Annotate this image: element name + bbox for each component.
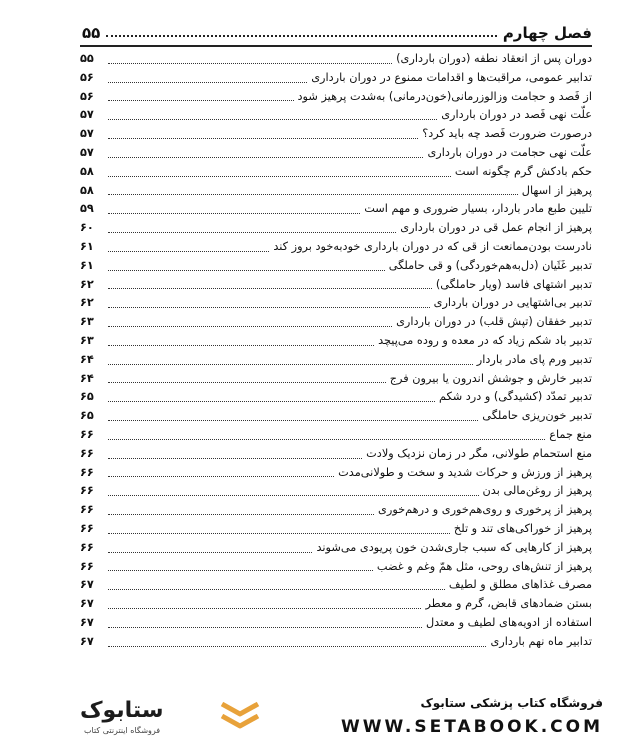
toc-entry-title: تدبیر خارش و جوشش اندرون یا بیرون فرج [389, 371, 592, 385]
toc-entry-title: حکم بادکش گرم چگونه است [454, 164, 592, 178]
toc-entry-title: پرهیز از کارهایی که سبب جاری‌شدن خون پریودی می‌شوند [316, 540, 592, 554]
toc-entry [80, 501, 592, 520]
toc-entry-title: استفاده از ادویه‌های لطیف و معتدل [425, 615, 592, 629]
leader-dots [108, 608, 421, 609]
toc-entry [80, 482, 592, 501]
leader-dots [108, 345, 374, 346]
toc-entry [80, 445, 592, 464]
leader-dots [108, 176, 451, 177]
toc-entry-title: تدبیر تمدّد (کشیدگی) و درد شکم [438, 390, 592, 404]
toc-entry-page: ۶۶ [80, 484, 94, 498]
toc-entry-page: ۶۳ [80, 333, 94, 347]
toc-entry-page: ۶۲ [80, 296, 94, 310]
leader-dots [108, 476, 334, 477]
toc-entry [80, 163, 592, 182]
toc-entry-page: ۶۳ [80, 315, 94, 329]
leader-dots [108, 364, 473, 365]
heading-rule [80, 45, 592, 47]
leader-dots [108, 119, 437, 120]
toc-entry-page: ۶۶ [80, 427, 94, 441]
toc-entry-page: ۶۷ [80, 578, 94, 592]
toc-entry-title: تدبیر خفقان (تپش قلب) در دوران بارداری [396, 315, 592, 329]
toc-entry-page: ۵۵ [80, 52, 94, 65]
toc-entry-title: پرهیز از تنش‌های روحی، مثل همّ وغم و غضب [376, 559, 592, 573]
leader-dots [108, 514, 374, 515]
toc-entry [80, 388, 592, 407]
toc-entry-title: منع جماع [549, 427, 592, 441]
toc-entry [80, 633, 592, 652]
toc-entry [80, 238, 592, 257]
toc-entry-title: از فَصد و حجامت وزالوزرمانی(خون‌درمانی) به‌شدت پرهیز شود [297, 89, 592, 103]
toc-entry [80, 576, 592, 595]
leader-dots [108, 570, 373, 571]
leader-dots [108, 646, 486, 647]
website-url[interactable]: WWW.SETABOOK.COM [341, 717, 603, 737]
toc-entry-title: دوران پس از انعقاد نطفه (دوران بارداری) [396, 52, 592, 65]
toc-entry [80, 332, 592, 351]
toc-entry-title: تدبیر ورم پای مادر باردار [476, 352, 592, 366]
toc-entry [80, 50, 592, 69]
chapter-heading [82, 16, 592, 42]
toc-entry-page: ۶۶ [80, 559, 94, 573]
chapter-page-number: ۵۵ [82, 24, 101, 42]
toc-entry-title: منع استحمام طولانی، مگر در زمان نزدیک ولادت [366, 446, 592, 460]
toc-entry-page: ۶۱ [80, 258, 94, 272]
store-logo [80, 698, 200, 740]
toc-entry [80, 426, 592, 445]
toc-entry-title: تدبیر خون‌ریزی حاملگی [482, 409, 592, 423]
toc-entry-title: تدابیر عمومی، مراقبت‌ها و اقدامات ممنوع در دوران بارداری [311, 70, 592, 84]
toc-entry [80, 614, 592, 633]
toc-entry [80, 257, 592, 276]
toc-entry [80, 294, 592, 313]
toc-entry-page: ۶۶ [80, 521, 94, 535]
logo-wordmark: ستابوک [80, 698, 164, 723]
chapter-title: فصل چهارم [502, 24, 592, 42]
toc-entry-page: ۵۶ [80, 89, 94, 103]
toc-entry-page: ۶۶ [80, 540, 94, 554]
table-of-contents [80, 50, 592, 652]
toc-entry [80, 558, 592, 577]
toc-entry-title: پرهیز از خوراکی‌های تند و تلخ [453, 521, 592, 535]
toc-entry-page: ۶۴ [80, 352, 94, 366]
footer-banner [0, 690, 643, 745]
toc-entry [80, 539, 592, 558]
leader-dots [106, 35, 497, 37]
leader-dots [108, 552, 312, 553]
toc-entry-page: ۵۸ [80, 183, 94, 197]
toc-entry-page: ۶۶ [80, 503, 94, 517]
toc-entry-page: ۶۵ [80, 390, 94, 404]
leader-dots [108, 495, 479, 496]
leader-dots [108, 138, 418, 139]
leader-dots [108, 401, 435, 402]
toc-entry-page: ۶۱ [80, 239, 94, 253]
toc-entry [80, 276, 592, 295]
toc-entry-page: ۶۶ [80, 465, 94, 479]
leader-dots [108, 63, 392, 64]
leader-dots [108, 270, 385, 271]
toc-entry-title: مصرف غذاهای مطلق و لطیف [448, 578, 592, 592]
leader-dots [108, 326, 392, 327]
toc-entry-title: پرهیز از اسهال [521, 183, 592, 197]
toc-entry-page: ۵۷ [80, 127, 94, 141]
book-page [52, 0, 592, 690]
leader-dots [108, 458, 362, 459]
toc-entry-title: تدابیر ماه نهم بارداری [490, 634, 592, 648]
book-stack-icon [218, 700, 262, 734]
toc-entry [80, 125, 592, 144]
leader-dots [108, 439, 545, 440]
toc-entry [80, 182, 592, 201]
toc-entry-title: تدبیر بی‌اشتهایی در دوران بارداری [433, 296, 592, 310]
toc-entry [80, 106, 592, 125]
leader-dots [108, 157, 423, 158]
leader-dots [108, 194, 518, 195]
toc-entry-page: ۵۷ [80, 108, 94, 122]
leader-dots [108, 251, 269, 252]
leader-dots [108, 589, 445, 590]
toc-entry-title: تدبیر اشتهای فاسد (ویار حاملگی) [435, 277, 592, 291]
shop-name: فروشگاه کتاب پزشکی ستابوک [420, 696, 603, 710]
toc-entry [80, 351, 592, 370]
toc-entry [80, 144, 592, 163]
leader-dots [108, 288, 432, 289]
toc-entry [80, 219, 592, 238]
toc-entry-page: ۵۶ [80, 70, 94, 84]
toc-entry-page: ۶۴ [80, 371, 94, 385]
toc-entry-page: ۶۵ [80, 409, 94, 423]
toc-entry-page: ۵۸ [80, 164, 94, 178]
leader-dots [108, 307, 430, 308]
toc-entry [80, 88, 592, 107]
toc-entry-page: ۶۷ [80, 597, 94, 611]
toc-entry-page: ۶۲ [80, 277, 94, 291]
toc-entry-page: ۶۰ [80, 221, 94, 235]
toc-entry [80, 464, 592, 483]
toc-entry-title: پرهیز از پرخوری و روی‌هم‌خوری و درهم‌خوری [378, 503, 592, 517]
leader-dots [108, 232, 396, 233]
leader-dots [108, 382, 386, 383]
leader-dots [108, 213, 360, 214]
toc-entry [80, 407, 592, 426]
leader-dots [108, 100, 294, 101]
toc-entry [80, 595, 592, 614]
leader-dots [108, 627, 422, 628]
toc-entry-title: نادرست بودن‌ممانعت از قی که در دوران بارداری خودبه‌خود بروز کند [273, 239, 592, 253]
toc-entry [80, 200, 592, 219]
toc-entry-page: ۵۹ [80, 202, 94, 216]
toc-entry-title: پرهیز از روغن‌مالی بدن [482, 484, 592, 498]
toc-entry-title: بستن ضمادهای قابض، گرم و معطر [425, 597, 592, 611]
toc-entry-title: علّت نهی حجامت در دوران بارداری [427, 145, 592, 159]
toc-entry-page: ۵۷ [80, 145, 94, 159]
leader-dots [108, 420, 478, 421]
toc-entry-page: ۶۷ [80, 634, 94, 648]
toc-entry [80, 69, 592, 88]
toc-entry-title: علّت نهی فَصد در دوران بارداری [441, 108, 592, 122]
toc-entry [80, 370, 592, 389]
toc-entry [80, 520, 592, 539]
toc-entry-title: تدبیر غَثَیان (دل‌به‌هم‌خوردگی) و قی حاملگی [388, 258, 592, 272]
logo-subtitle: فروشگاه اینترنتی کتاب [84, 726, 161, 735]
toc-entry-title: تدبیر باد شکم زیاد که در معده و روده می‌پیچد [378, 333, 592, 347]
toc-entry-title: درصورت ضرورت فَصد چه باید کرد؟ [422, 127, 592, 141]
toc-entry [80, 313, 592, 332]
toc-entry-page: ۶۷ [80, 615, 94, 629]
leader-dots [108, 533, 450, 534]
leader-dots [108, 82, 307, 83]
toc-entry-page: ۶۶ [80, 446, 94, 460]
toc-entry-title: پرهیز از ورزش و حرکات شدید و سخت و طولانی‌مدت [338, 465, 592, 479]
toc-entry-title: تلیین طبع مادر باردار، بسیار ضروری و مهم است [364, 202, 592, 216]
toc-entry-title: پرهیز از انجام عمل قی در دوران بارداری [400, 221, 592, 235]
